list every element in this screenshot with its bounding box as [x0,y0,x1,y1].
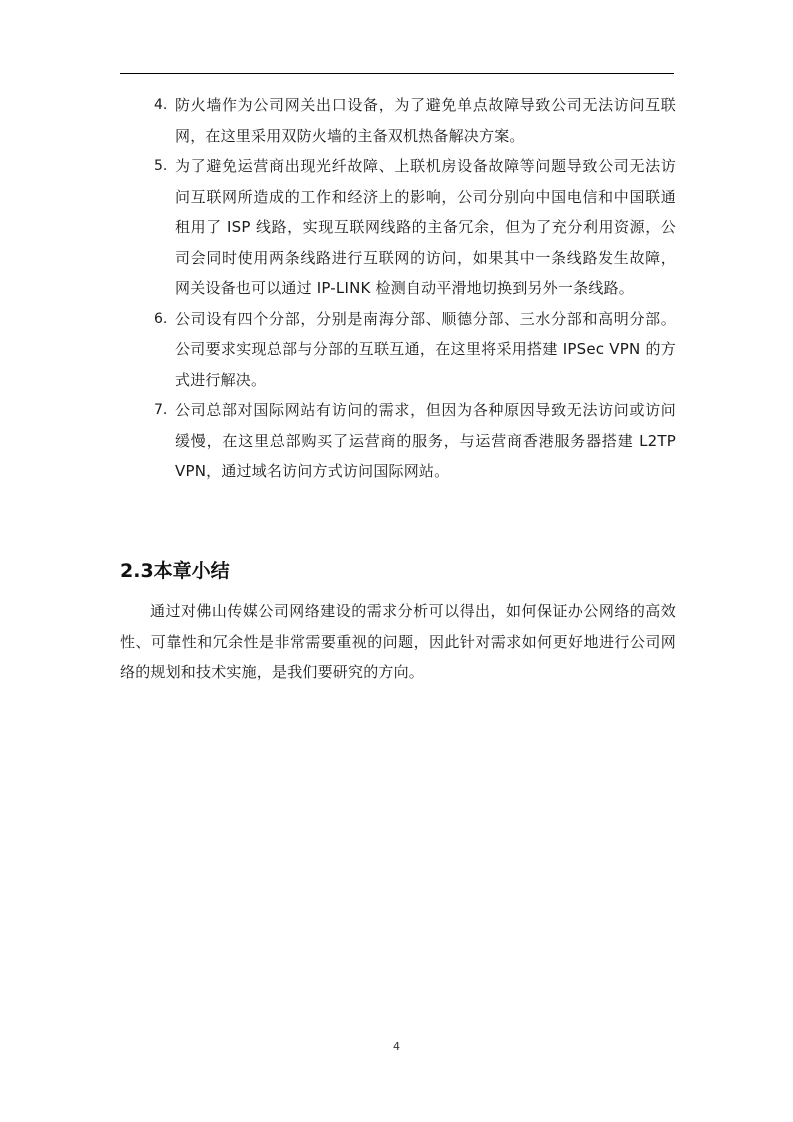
list-item [120,395,676,487]
section-heading: 2.3本章小结 [120,560,230,582]
page-number: 4 [393,1040,400,1053]
list-item-number: 7. [154,402,168,418]
summary-paragraph: 通过对佛山传媒公司网络建设的需求分析可以得出，如何保证办公网络的高效性、可靠性和冗余性是非常需要重视的问题，因此针对需求如何更好地进行公司网络的规划和技术实施，是我们要研究的方向。 [120,602,676,681]
list-item-text: 公司设有四个分部，分别是南海分部、顺德分部、三水分部和高明分部。公司要求实现总部与分部的互联互通，在这里将采用搭建 IPSec VPN 的方式进行解决。 [175,309,676,389]
list-item [120,151,676,304]
list-item-text: 防火墙作为公司网关出口设备，为了避免单点故障导致公司无法访问互联网，在这里采用双防火墙的主备双机热备解决方案。 [175,96,676,145]
list-item-number: 5. [154,158,168,174]
list-item [120,90,676,151]
list-item-number: 6. [154,310,168,327]
list-item-text: 公司总部对国际网站有访问的需求，但因为各种原因导致无法访问或访问缓慢，在这里总部购买了运营商的服务，与运营商香港服务器搭建 L2TP VPN，通过域名访问方式访问国际网站。 [175,401,676,480]
requirements-list [120,90,676,487]
list-item-text: 为了避免运营商出现光纤故障、上联机房设备故障等问题导致公司无法访问互联网所造成的工作和经济上的影响，公司分别向中国电信和中国联通租用了 ISP 线路，实现互联网线路的主备冗余，但为了充分利用资源，公司会同时使用两条线路进行互联网的访问，如果其中一条线路发生故障，网关设备也可以通过 IP-LINK 检测自动平滑地切换到另外一条线路。 [175,157,676,297]
header-rule [120,73,674,74]
list-item [120,304,676,396]
list-item-number: 4. [154,97,168,113]
